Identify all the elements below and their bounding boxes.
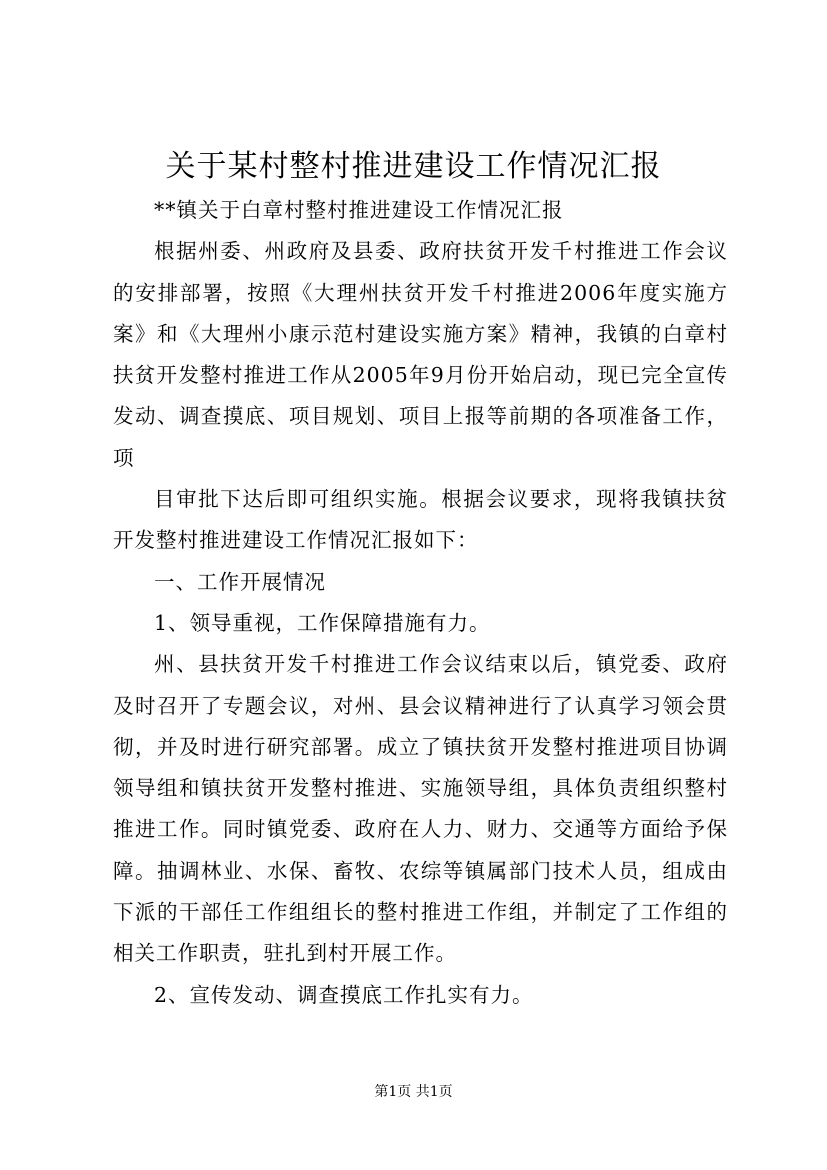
document-body <box>113 190 728 1016</box>
paragraph-intro-continued: 目审批下达后即可组织实施。根据会议要求，现将我镇扶贫开发整村推进建设工作情况汇报如下： <box>113 487 728 553</box>
subsection-heading-1: 1、领导重视，工作保障措施有力。 <box>154 610 491 635</box>
document-title: 关于某村整村推进建设工作情况汇报 <box>165 149 662 184</box>
page-footer: 第1页 共1页 <box>374 1084 453 1100</box>
section-heading: 一、工作开展情况 <box>154 569 326 594</box>
paragraph-subtitle: **镇关于白章村整村推进建设工作情况汇报 <box>154 198 564 222</box>
paragraph-intro: 根据州委、州政府及县委、政府扶贫开发千村推进工作会议的安排部署，按照《大理州扶贫开发千村推进2006年度实施方案》和《大理州小康示范村建设实施方案》精神，我镇的白章村扶贫开发整村推进工作从2005年9月份开始启动，现已完全宣传发动、调查摸底、项目规划、项目上报等前期的各项准备工作，项 <box>113 239 728 470</box>
subsection-heading-2: 2、宣传发动、调查摸底工作扎实有力。 <box>154 982 534 1007</box>
paragraph-leadership: 州、县扶贫开发千村推进工作会议结束以后，镇党委、政府及时召开了专题会议，对州、县会议精神进行了认真学习领会贯彻，并及时进行研究部署。成立了镇扶贫开发整村推进项目协调领导组和镇扶贫开发整村推进、实施领导组，具体负责组织整村推进工作。同时镇党委、政府在人力、财力、交通等方面给予保障。抽调林业、水保、畜牧、农综等镇属部门技术人员，组成由下派的干部任工作组组长的整村推进工作组，并制定了工作组的相关工作职责，驻扎到村开展工作。 <box>113 652 728 966</box>
